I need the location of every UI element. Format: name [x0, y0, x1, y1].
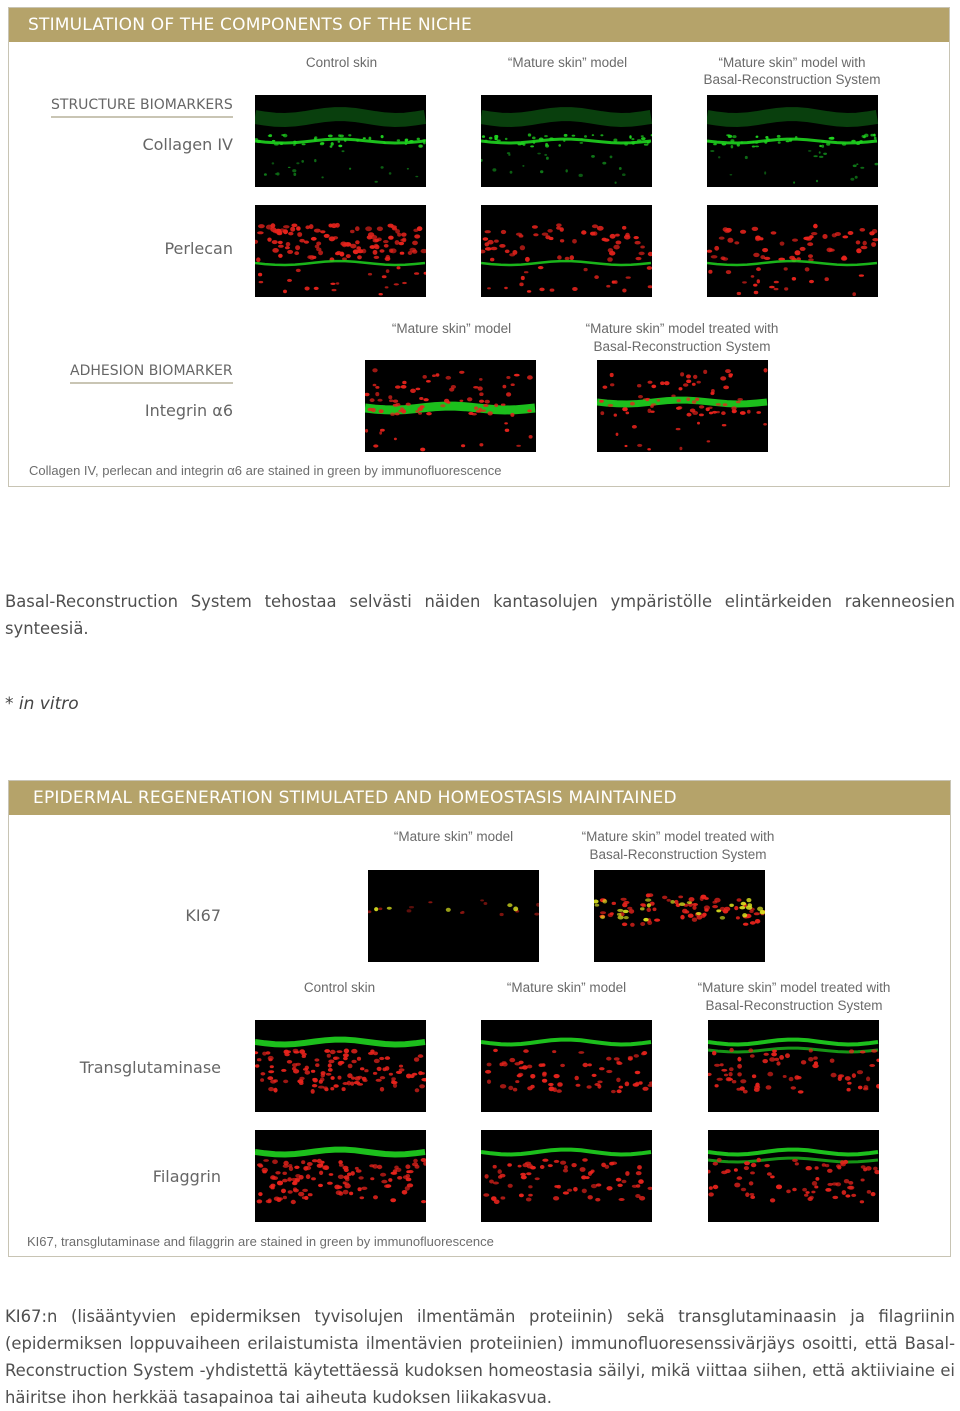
micrograph-ki67-mature [368, 870, 539, 962]
row-label-perlecan: Perlecan [164, 239, 233, 258]
micrograph-collagen-treated [707, 95, 878, 187]
micrograph-filaggrin-control [255, 1130, 426, 1222]
col-label-mature: “Mature skin” model [507, 55, 628, 70]
paragraph-2: KI67:n (lisääntyvien epidermiksen tyvisolujen ilmentämän proteiinin) sekä transglutaminaasin ja filagriinin (epidermiksen loppuvaiheen erilaistumista ilmentävien proteiinien) immunofluoresenssivärjäys osoitti, että Basal-Reconstruction System -yhdistettä käytettäessä kudoksen homeostasia säilyi, mikä viittaa siihen, että aktiiviaine ei häiritse ihon herkkää tasapainoa tai aiheuta kudoksen liikakasvua. [5, 1307, 955, 1407]
col2-label-mature: “Mature skin” model [506, 980, 627, 995]
adhesion-col-label-mature: “Mature skin” model [391, 321, 512, 336]
adhesion-biomarker-heading: ADHESION BIOMARKER [70, 363, 233, 384]
regeneration-panel [8, 780, 951, 1257]
col-label-treated-2: Basal-Reconstruction System [703, 72, 881, 87]
paragraph-1: Basal-Reconstruction System tehostaa selvästi näiden kantasolujen ympäristölle elintärkeiden rakenneosien synteesiä. [5, 592, 955, 638]
micrograph-collagen-control [255, 95, 426, 187]
col-label-control: Control skin [305, 55, 378, 70]
micrograph-perlecan-mature [481, 205, 652, 297]
micrograph-transglutaminase-treated [708, 1020, 879, 1112]
micrograph-transglutaminase-control [255, 1020, 426, 1112]
niche-panel-caption: Collagen IV, perlecan and integrin α6 are stained in green by immunofluorescence [29, 463, 502, 478]
row-label-filaggrin: Filaggrin [152, 1167, 221, 1186]
micrograph-transglutaminase-mature [481, 1020, 652, 1112]
col2-label-treated-1: “Mature skin” model treated with [697, 980, 891, 995]
row-label-integrin: Integrin α6 [144, 401, 233, 420]
niche-panel [8, 7, 950, 487]
regeneration-panel-caption: KI67, transglutaminase and filaggrin are stained in green by immunofluorescence [27, 1234, 494, 1249]
in-vitro-footnote: * in vitro [5, 694, 79, 714]
k167-col-label-mature: “Mature skin” model [393, 829, 514, 844]
niche-panel-title: STIMULATION OF THE COMPONENTS OF THE NICHE [9, 8, 949, 42]
micrograph-collagen-mature [481, 95, 652, 187]
micrograph-perlecan-treated [707, 205, 878, 297]
adhesion-col-label-treated-2: Basal-Reconstruction System [593, 339, 771, 354]
k167-col-label-treated-1: “Mature skin” model treated with [581, 829, 775, 844]
col2-label-control: Control skin [303, 980, 376, 995]
structure-biomarkers-heading: STRUCTURE BIOMARKERS [51, 97, 233, 118]
row-label-ki67: KI67 [185, 906, 221, 925]
row-label-transglutaminase: Transglutaminase [79, 1058, 221, 1077]
micrograph-ki67-treated [594, 870, 765, 962]
micrograph-integrin-mature [365, 360, 536, 452]
micrograph-filaggrin-mature [481, 1130, 652, 1222]
col-label-treated-1: “Mature skin” model with [718, 55, 866, 70]
micrograph-perlecan-control [255, 205, 426, 297]
k167-col-label-treated-2: Basal-Reconstruction System [589, 847, 767, 862]
regeneration-panel-title: EPIDERMAL REGENERATION STIMULATED AND HOMEOSTASIS MAINTAINED [9, 781, 950, 815]
row-label-collagen: Collagen IV [142, 135, 233, 154]
col2-label-treated-2: Basal-Reconstruction System [705, 998, 883, 1013]
micrograph-filaggrin-treated [708, 1130, 879, 1222]
micrograph-integrin-treated [597, 360, 768, 452]
adhesion-col-label-treated-1: “Mature skin” model treated with [585, 321, 779, 336]
